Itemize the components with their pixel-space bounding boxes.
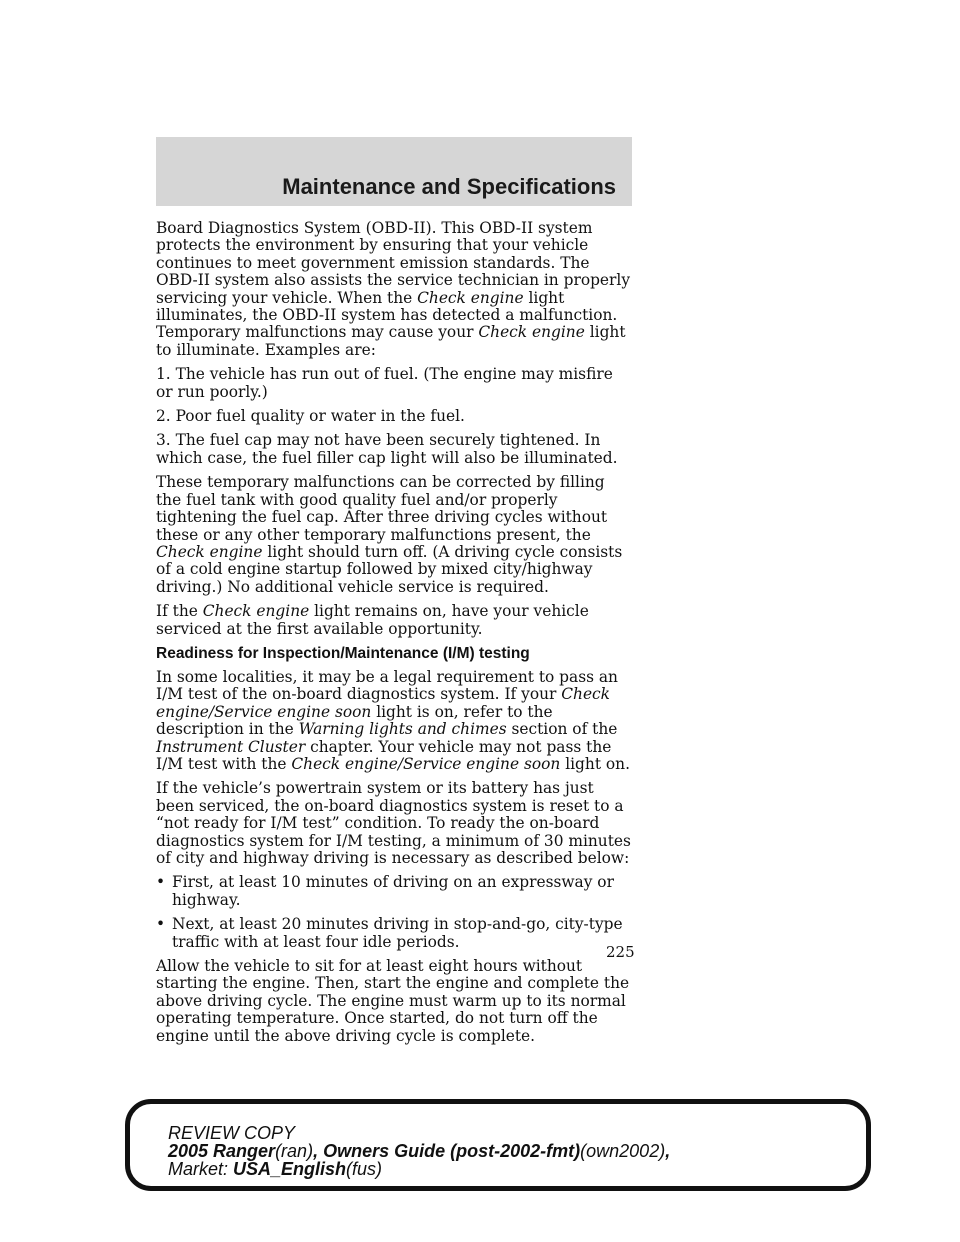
numbered-item: 3. The fuel cap may not have been securely tightened. In which case, the fuel filler cap light will also be illuminated. (156, 431, 618, 467)
section-title: Maintenance and Specifications (282, 174, 616, 199)
numbered-item: 2. Poor fuel quality or water in the fuel. (156, 407, 465, 426)
market-line: Market: USA_English(fus) (168, 1159, 383, 1179)
list-item: • First, at least 10 minutes of driving on an expressway or highway. (156, 873, 614, 909)
numbered-item: 1. The vehicle has run out of fuel. (The engine may misfire or run poorly.) (156, 365, 613, 401)
section-heading: Readiness for Inspection/Maintenance (I/M) testing (156, 644, 530, 662)
paragraph-light-remains-on: If the Check engine light remains on, have your vehicle serviced at the first available opportunity. (156, 602, 589, 638)
paragraph-im-requirement: In some localities, it may be a legal requirement to pass an I/M test of the on-board diagnostics system. If your Check engine/Service engine soon light is on, refer to the description in the Warning lights and chimes section of the Instrument Cluster chapter. Your vehicle may not pass the I/M test with the Check engine/Service engine soon light on. (156, 667, 630, 773)
page-body (156, 220, 634, 1052)
paragraph-obd-intro: Board Diagnostics System (OBD-II). This OBD-II system protects the environment by ensuring that your vehicle continues to meet government emission standards. The OBD-II system also assists the service technician in properly servicing your vehicle. When the Check engine light illuminates, the OBD-II system has detected a malfunction. Temporary malfunctions may cause your Check engine light to illuminate. Examples are: (156, 219, 631, 359)
review-copy-text (168, 1124, 670, 1178)
paragraph-powertrain-reset: If the vehicle’s powertrain system or its battery has just been serviced, the on-board diagnostics system is reset to a “not ready for I/M test” condition. To ready the on-board diagnostics system for I/M testing, a minimum of 30 minutes of city and highway driving is necessary as described below: (156, 779, 631, 867)
review-copy-label: REVIEW COPY (168, 1123, 296, 1143)
paragraph-temporary-malfunctions: These temporary malfunctions can be corrected by filling the fuel tank with good quality fuel and/or properly tightening the fuel cap. After three driving cycles without these or any other temporary malfunctions present, the Check engine light should turn off. (A driving cycle consists of a cold engine startup followed by mixed city/highway driving.) No additional vehicle service is required. (156, 473, 623, 596)
list-item: • Next, at least 20 minutes driving in stop-and-go, city-type traffic with at least four idle periods. (156, 915, 623, 951)
page-number: 225 (606, 943, 635, 961)
paragraph-allow-vehicle-sit: Allow the vehicle to sit for at least eight hours without starting the engine. Then, start the engine and complete the above driving cycle. The engine must warm up to its normal operating temperature. Once started, do not turn off the engine until the above driving cycle is complete. (156, 957, 630, 1045)
bullet-list (156, 874, 634, 951)
review-copy-box (125, 1099, 871, 1191)
section-header-band (156, 137, 632, 206)
document-identifier: 2005 Ranger(ran), Owners Guide (post-2002-fmt)(own2002), (168, 1141, 671, 1161)
bullet-icon: • (156, 915, 166, 934)
bullet-icon: • (156, 873, 166, 892)
